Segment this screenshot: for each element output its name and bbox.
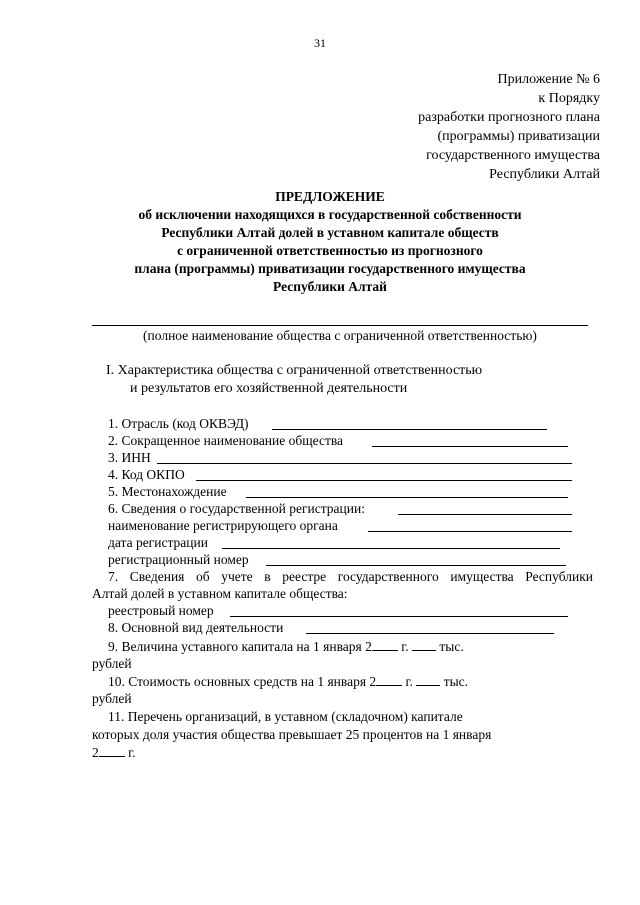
field-label-okved: 1. Отрасль (код ОКВЭД) [108,416,249,431]
field-blank-capital-year[interactable] [372,638,398,651]
field-label-location: 5. Местонахождение [108,484,227,499]
appendix-header [300,70,600,184]
appendix-line: (программы) приватизации [437,129,600,144]
field-blank-assets-amount[interactable] [416,673,440,686]
title-line: Республики Алтай долей в уставном капитале обществ [161,225,499,240]
document-title [60,188,600,296]
field-label-okpo: 4. Код ОКПО [108,467,185,482]
field-label-authorized-capital: 9. Величина уставного капитала на 1 января 2 [108,639,372,654]
field-blank-registration-number[interactable] [266,565,566,566]
section-heading-line2: и результатов его хозяйственной деятельности [130,381,408,396]
field-label-registry-number: реестровый номер [108,603,214,618]
appendix-line: к Порядку [538,91,600,106]
field-label-registration: 6. Сведения о государственной регистрации: [108,501,365,516]
field-label-assets-rub: рублей [92,691,132,706]
field-blank-capital-amount[interactable] [412,638,436,651]
field-label-organizations-year-prefix: 2 [92,745,99,760]
field-label-capital-rub: рублей [92,656,132,671]
field-blank-okpo[interactable] [196,480,572,481]
title-line: с ограниченной ответственностью из прогнозного [177,243,483,258]
org-name-caption: (полное наименование общества с ограниченной ответственностью) [143,328,537,343]
field-blank-registering-body[interactable] [368,531,572,532]
field-label-registration-date: дата регистрации [108,535,208,550]
field-label-capital-unit: тыс. [439,639,464,654]
field-blank-main-activity[interactable] [306,633,554,634]
section-heading [106,362,482,398]
section-heading-line1: I. Характеристика общества с ограниченной ответственностью [106,363,483,378]
field-blank-organizations-year[interactable] [99,744,125,757]
appendix-line: разработки прогнозного плана [418,110,600,125]
field-label-inn: 3. ИНН [108,450,151,465]
field-row-fixed-assets [108,673,468,690]
field-label-registering-body: наименование регистрирующего органа [108,518,338,533]
field-organizations-line2: которых доля участия общества превышает 25 процентов на 1 января [92,727,492,742]
field-label-fixed-assets: 10. Стоимость основных средств на 1 января 2 [108,674,377,689]
appendix-line: Республики Алтай [489,167,600,182]
field-blank-okved[interactable] [272,429,547,430]
field-blank-registration-date[interactable] [222,548,560,549]
title-line: об исключении находящихся в государственной собственности [138,207,522,222]
field-blank-location[interactable] [246,497,568,498]
field-blank-short-name[interactable] [372,446,568,447]
org-name-blank[interactable] [92,325,588,326]
page-number: 31 [314,36,326,50]
field-label-short-name: 2. Сокращенное наименование общества [108,433,344,448]
field-label-capital-year-suffix: г. [401,639,409,654]
field-blank-inn[interactable] [157,463,572,464]
field-blank-assets-year[interactable] [376,673,402,686]
field-blank-registration[interactable] [398,514,572,515]
field-label-main-activity: 8. Основной вид деятельности [108,620,284,635]
appendix-line: государственного имущества [426,148,600,163]
field-organizations-line1: 11. Перечень организаций, в уставном (складочном) капитале [108,709,463,724]
field-registry-line1: 7. Сведения об учете в реестре государственного имущества Республики [108,569,593,584]
field-row-authorized-capital [108,638,464,655]
title-line: плана (программы) приватизации государственного имущества [134,261,526,276]
title-line: ПРЕДЛОЖЕНИЕ [275,189,385,204]
field-label-registration-number: регистрационный номер [108,552,249,567]
field-label-assets-year-suffix: г. [405,674,413,689]
field-registry-line2: Алтай долей в уставном капитале общества: [92,586,348,601]
field-row-organizations-year [92,744,136,761]
title-line: Республики Алтай [273,279,387,294]
field-label-organizations-year-suffix: г. [128,745,136,760]
field-label-assets-unit: тыс. [443,674,469,689]
appendix-line: Приложение № 6 [497,72,600,87]
field-blank-registry-number[interactable] [230,616,568,617]
